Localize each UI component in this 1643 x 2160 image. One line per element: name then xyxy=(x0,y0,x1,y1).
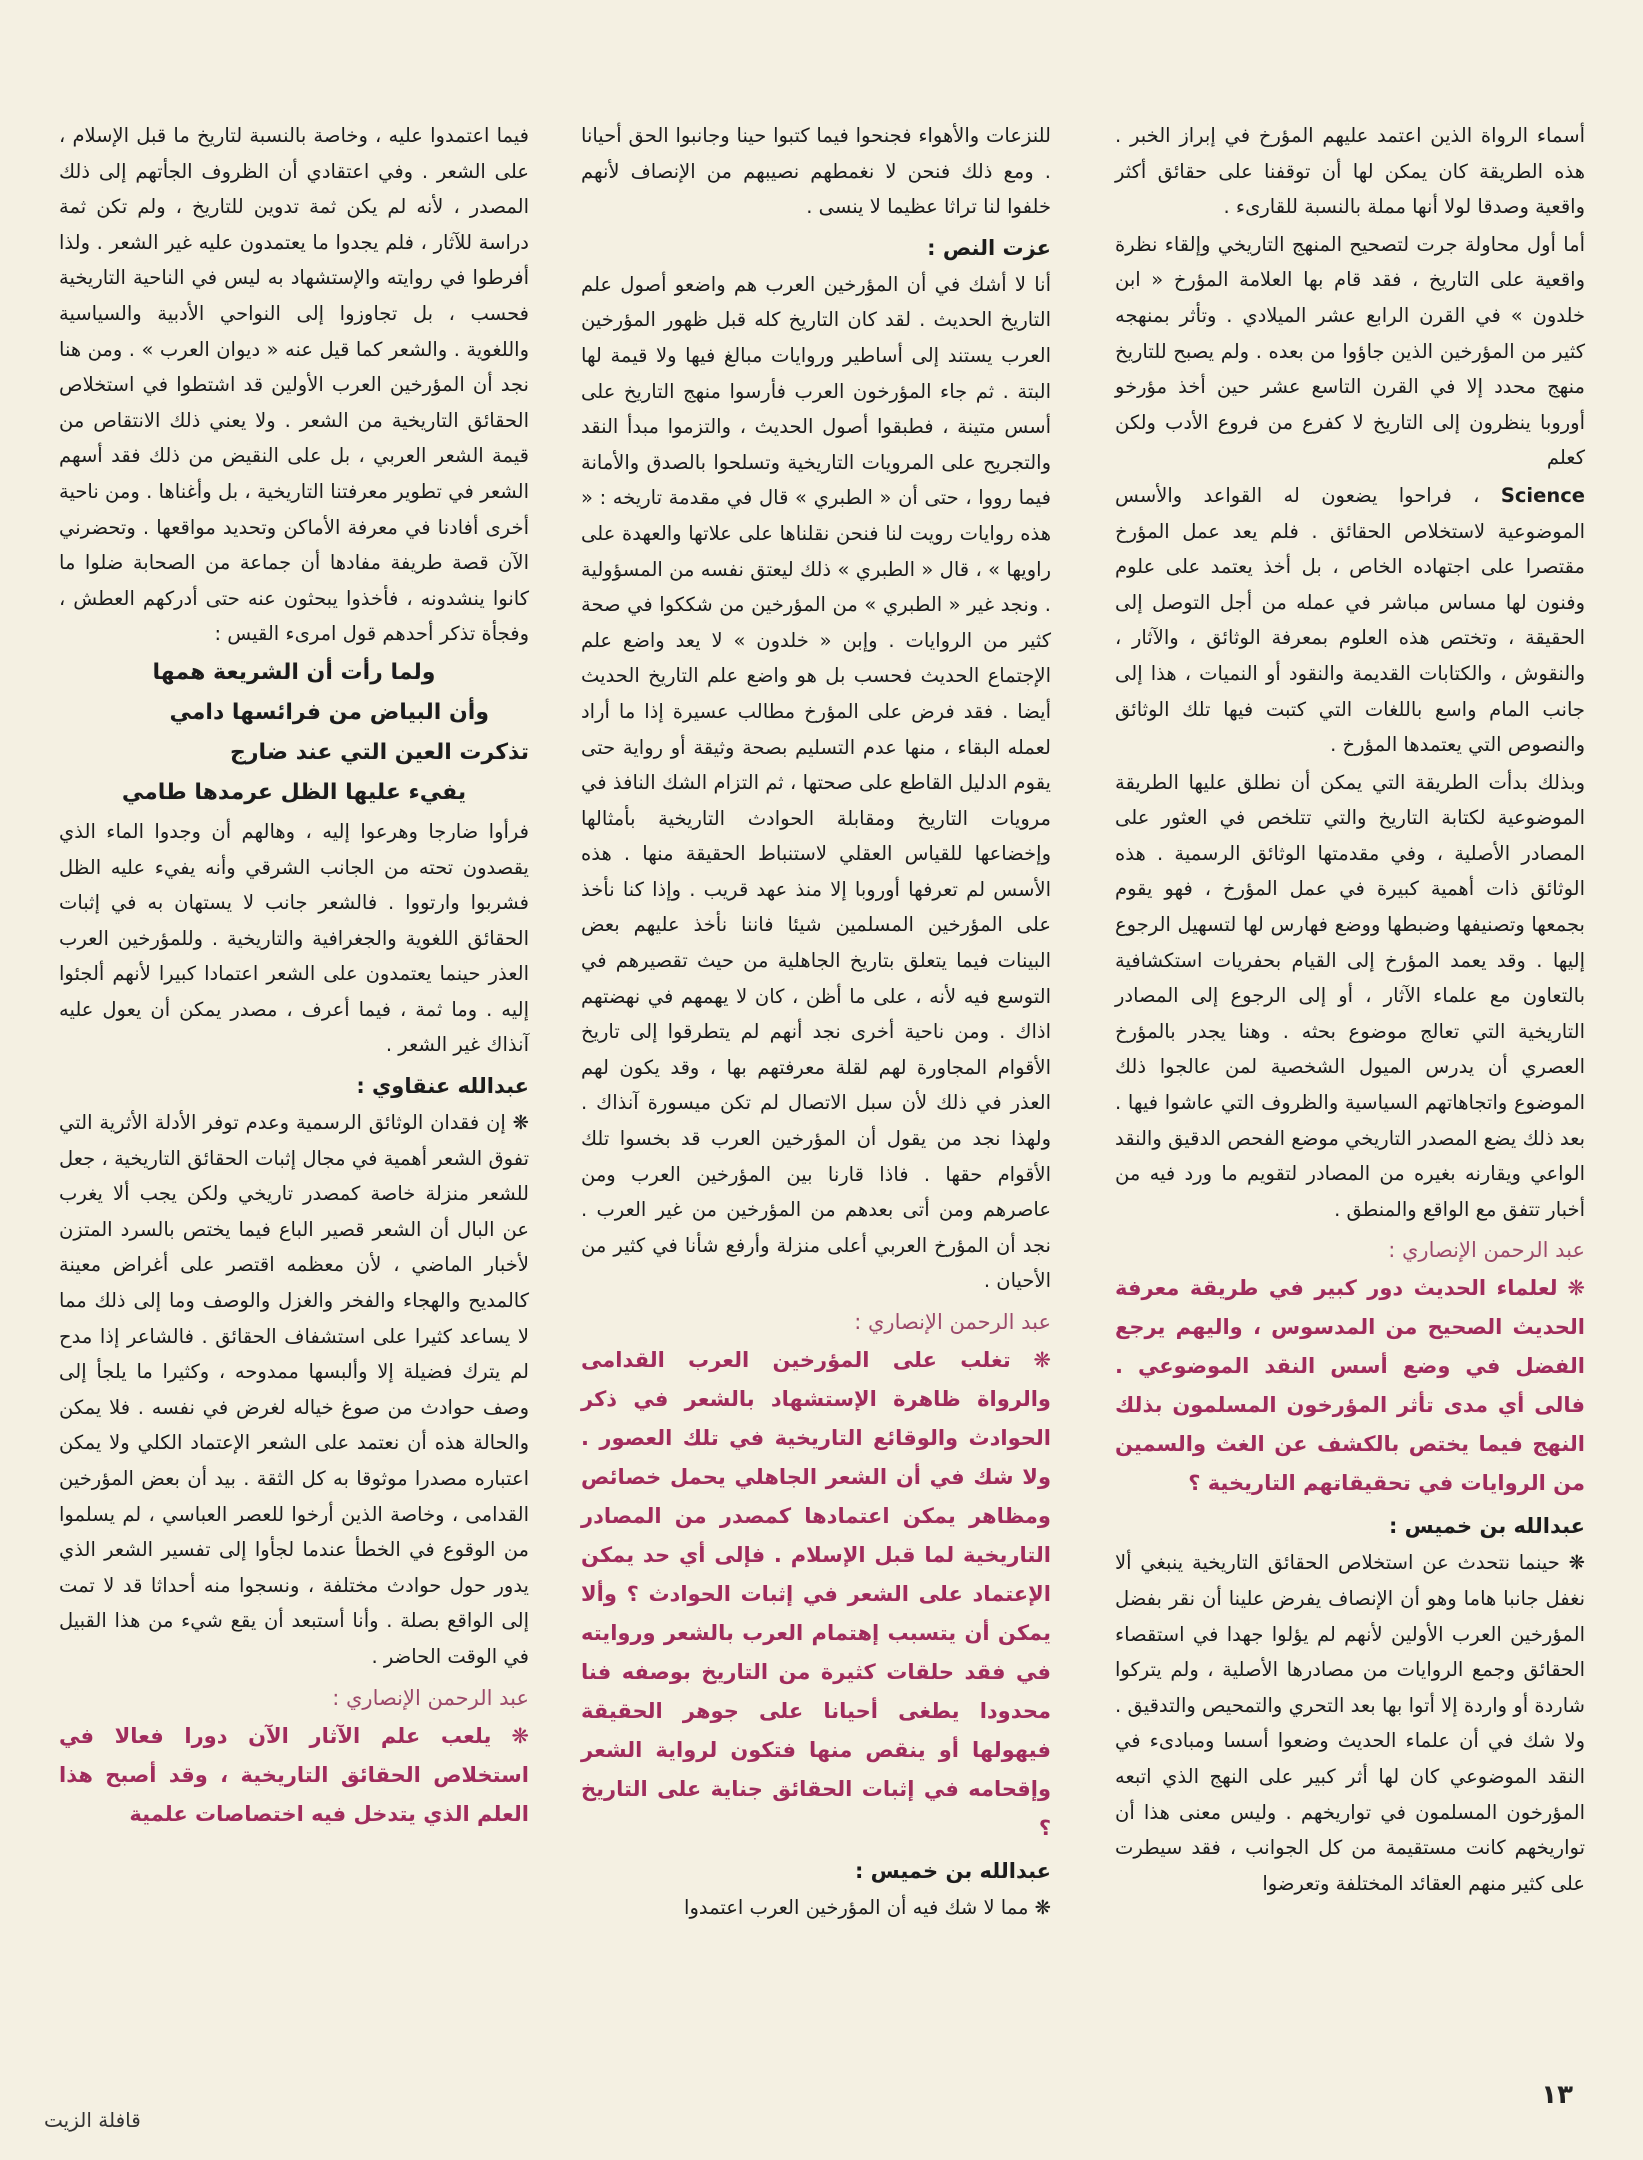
paragraph-text: ، فراحوا يضعون له القواعد والأسس الموضوعية لاستخلاص الحقائق . فلم يعد عمل المؤرخ مقتصرا على اجتهاده الخاص ، بل أخذ يعتمد على علوم وفنون لها مساس مباشر في عمله من أجل التوصل إلى الحقيقة ، وتختص هذه العلوم بمعرفة الوثائق ، والآثار ، والنقوش ، والكتابات القديمة والنقود أو النميات ، هذا إلى جانب المام واسع باللغات التي كتبت فيها تلك الوثائق والنصوص التي يعتمدها المؤرخ . xyxy=(1115,483,1585,757)
speaker-name: عبد الرحمن الإنصاري : xyxy=(854,1310,1051,1334)
paragraph: فرأوا ضارجا وهرعوا إليه ، وهالهم أن وجدوا الماء الذي يقصدون تحته من الجانب الشرقي وأنه يفيء عليه الظل فشربوا وارتووا . فالشعر جانب لا يستهان به في إثبات الحقائق اللغوية والجغرافية والتاريخية . وللمؤرخين العرب العذر حينما يعتمدون على الشعر اعتمادا كبيرا لأنهم ألجئوا إليه . وما ثمة ، فيما أعرف ، مصدر يمكن أن يعول عليه آنذاك غير الشعر . xyxy=(59,819,529,1057)
science-term: Science xyxy=(1500,483,1586,507)
question-text: يلعب علم الآثار الآن دورا فعالا في استخلاص الحقائق التاريخية ، وقد أصبح هذا العلم الذي يتدخل فيه اختصاصات علمية xyxy=(59,1723,529,1826)
paragraph-text: حينما نتحدث عن استخلاص الحقائق التاريخية ينبغي ألا نغفل جانبا هاما وهو أن الإنصاف يفرض علينا أن نقر بفضل المؤرخين العرب الأولين لأنهم لم يؤلوا جهدا في استقصاء الحقائق وجمع الروايات من مصادرها الأصلية ، ولم يتركوا شاردة أو واردة إلا أتوا بها بعد التحري والتمحيص والتدقيق . ولا شك في أن علماء الحديث وضعوا أسسا ومبادىء في النقد الموضوعي كان لها أثر كبير على النهج الذي اتبعه المؤرخون المسلمون في تواريخهم . وليس معنى هذا أن تواريخهم كانت مستقيمة من كل الجوانب ، فقد سيطرت على كثير منهم العقائد المختلفة وتعرضوا xyxy=(1115,1551,1585,1895)
paragraph: ❋ حينما نتحدث عن استخلاص الحقائق التاريخية ينبغي ألا نغفل جانبا هاما وهو أن الإنصاف يفرض علينا أن نقر بفضل المؤرخين العرب الأولين لأنهم لم يؤلوا جهدا في استقصاء الحقائق وجمع الروايات من مصادرها الأصلية ، ولم يتركوا شاردة أو واردة إلا أتوا بها بعد التحري والتمحيص والتدقيق . ولا شك في أن علماء الحديث وضعوا أسسا ومبادىء في النقد الموضوعي كان لها أثر كبير على النهج الذي اتبعه المؤرخون المسلمون في تواريخهم . وليس معنى هذا أن تواريخهم كانت مستقيمة من كل الجوانب ، فقد سيطرت على كثير منهم العقائد المختلفة وتعرضوا xyxy=(1115,1551,1585,1895)
paragraph: فيما اعتمدوا عليه ، وخاصة بالنسبة لتاريخ ما قبل الإسلام ، على الشعر . وفي اعتقادي أن الظروف الجأتهم إلى ذلك المصدر ، لأنه لم يكن ثمة تدوين للتاريخ ، ولم تكن ثمة دراسة للآثار ، فلم يجدوا ما يعتمدون عليه غير الشعر . ولذا أفرطوا في روايته والإستشهاد به ليس في الناحية التاريخية فحسب ، بل تجاوزوا إلى النواحي الأدبية والسياسية واللغوية . والشعر كما قيل عنه « ديوان العرب » . ومن هنا نجد أن المؤرخين العرب الأولين قد اشتطوا في استخلاص الحقائق التاريخية من الشعر . ولا يعني ذلك الانتقاص من قيمة الشعر العربي ، بل على النقيض من ذلك فقد أسهم الشعر في تطوير معرفتنا التاريخية ، بل وأغناها . ومن ناحية أخرى أفادنا في معرفة الأماكن وتحديد مواقعها . وتحضرني الآن قصة طريفة مفادها أن جماعة من الصحابة ضلوا ما كانوا ينشدونه ، فأخذوا يبحثون عنه حتى أدركهم العطش ، وفجأة تذكر أحدهم قول امرىء القيس : xyxy=(59,124,529,646)
magazine-name: قافلة الزيت xyxy=(44,2108,141,2132)
speaker-name: عبد الرحمن الإنصاري : xyxy=(332,1685,529,1710)
speaker-name: عبد الرحمن الإنصاري : xyxy=(1388,1238,1585,1263)
column-middle xyxy=(581,118,1051,1928)
poem-verse: تذكرت العين التي عند ضارج xyxy=(230,739,529,765)
column-left xyxy=(59,118,529,1836)
question: ❋ لعلماء الحديث دور كبير في طريقة معرفة الحديث الصحيح من المدسوس ، واليهم يرجع الفضل في وضع أسس النقد الموضوعي . فالى أي مدى تأثر المؤرخون المسلمون بذلك النهج فيما يختص بالكشف عن الغث والسمين من الروايات في تحقيقاتهم التاريخية ؟ xyxy=(1115,1276,1585,1496)
paragraph: وبذلك بدأت الطريقة التي يمكن أن نطلق عليها الطريقة الموضوعية لكتابة التاريخ والتي تتلخص في العثور على المصادر الأصلية ، وفي مقدمتها الوثائق الرسمية . هذه الوثائق ذات أهمية كبيرة في عمل المؤرخ ، فهو يقوم بجمعها وتصنيفها وضبطها ووضع فهارس لها لتسهيل الرجوع إليها . وقد يعمد المؤرخ إلى القيام بحفريات استكشافية بالتعاون مع علماء الآثار ، أو إلى الرجوع إلى المصادر التاريخية التي تعالج موضوع بحثه . وهنا يجدر بالمؤرخ العصري أن يدرس الميول الشخصية لمن عالجوا ذلك الموضوع واتجاهاتهم السياسية والظروف التي عاشوا فيها . بعد ذلك يضع المصدر التاريخي موضع الفحص الدقيق والنقد الواعي ويقارنه بغيره من المصادر لتقويم ما ورد فيه من أخبار تتفق مع الواقع والمنطق . xyxy=(1115,770,1585,1221)
page-number: ١٣ xyxy=(1541,2080,1573,2110)
paragraph-text: إن فقدان الوثائق الرسمية وعدم توفر الأدلة الأثرية التي تفوق الشعر أهمية في مجال إثبات الحقائق التاريخية ، جعل للشعر منزلة خاصة كمصدر تاريخي ولكن يجب ألا يغرب عن البال أن الشعر قصير الباع فيما يختص بالسرد المتزن لأخبار الماضي ، لأن معظمه اقتصر على أغراض معينة كالمديح والهجاء والفخر والغزل والوصف وما إلى ذلك مما لا يساعد كثيرا على استشفاف الحقائق . فالشاعر إذا مدح لم يترك فضيلة إلا وألبسها ممدوحه ، وكثيرا ما يلجأ إلى وصف حوادث من صوغ خياله لغرض في نفسه . فلا يمكن والحالة هذه أن نعتمد على الشعر الإعتماد الكلي ولا يمكن اعتباره مصدرا موثوقا به كل الثقة . بيد أن بعض المؤرخين القدامى ، وخاصة الذين أرخوا للعصر العباسي ، لم يسلموا من الوقوع في الخطأ عندما لجأوا إلى تفسير الشعر الذي يدور حول حوادث مختلفة ، ونسجوا منه أحداثا قد لا تمت إلى الواقع بصلة . وأنا أستبعد أن يقع شيء من هذا القبيل في الوقت الحاضر . xyxy=(59,1111,529,1668)
poem-verse: ولما رأت أن الشريعة همها xyxy=(152,659,436,685)
question: ❋ تغلب على المؤرخين العرب القدامى والرواة ظاهرة الإستشهاد بالشعر في ذكر الحوادث والوقائع التاريخية في تلك العصور . ولا شك في أن الشعر الجاهلي يحمل خصائص ومظاهر يمكن اعتمادها كمصدر من المصادر التاريخية لما قبل الإسلام . فإلى أي حد يمكن الإعتماد على الشعر في إثبات الحوادث ؟ وألا يمكن أن يتسبب إهتمام العرب بالشعر وروايته في فقد حلقات كثيرة من التاريخ بوصفه فنا محدودا يطغى أحيانا على جوهر الحقيقة فيهولها أو ينقص منها فتكون لرواية الشعر وإقحامه في إثبات الحقائق جناية على التاريخ ؟ xyxy=(581,1348,1051,1840)
poem-verse: وأن البياض من فرائسها دامي xyxy=(169,699,489,725)
paragraph: للنزعات والأهواء فجنحوا فيما كتبوا حينا وجانبوا الحق أحيانا . ومع ذلك فنحن لا نغمطهم نصيبهم من الإنصاف لأنهم خلفوا لنا تراثا عظيما لا ينسى . xyxy=(581,124,1051,219)
paragraph: ❋ مما لا شك فيه أن المؤرخين العرب اعتمدوا xyxy=(684,1896,1051,1919)
paragraph: أنا لا أشك في أن المؤرخين العرب هم واضعو أصول علم التاريخ الحديث . لقد كان التاريخ كله قبل ظهور المؤرخين العرب يستند إلى أساطير وروايات مبالغ فيها ولا قيمة لها البتة . ثم جاء المؤرخون العرب فأرسوا منهج التاريخ على أسس متينة ، فطبقوا أصول الحديث ، والتزموا مبدأ النقد والتجريح على المرويات التاريخية وتسلحوا بالصدق والأمانة فيما رووا ، حتى أن « الطبري » قال في مقدمة تاريخه : « هذه روايات رويت لنا فنحن نقلناها على علاتها والعهدة على راويها » ، قال « الطبري » ذلك ليعتق نفسه من المسؤولية . ونجد غير « الطبري » من المؤرخين من شككوا في صحة كثير من الروايات . وإبن « خلدون » لا يعد واضع علم الإجتماع الحديث فحسب بل هو واضع علم التاريخ الحديث أيضا . فقد فرض على المؤرخ مطالب عسيرة إذا ما أراد لعمله البقاء ، منها عدم التسليم بصحة وثيقة أو رواية حتى يقوم الدليل القاطع على صحتها ، ثم التزام الشك النافذ في مرويات التاريخ ومقابلة الحوادث التاريخية بأمثالها وإخضاعها للقياس العقلي لاستنباط الحقيقة منها . هذه الأسس لم تعرفها أوروبا إلا منذ عهد قريب . وإذا كنا نأخذ على المؤرخين المسلمين شيئا فاننا نأخذ عليهم بعض البينات فيما يتعلق بتاريخ الجاهلية من حيث تقصيرهم في التوسع فيه لأنه ، على ما أظن ، كان لا يهمهم في نهضتهم اذاك . ومن ناحية أخرى نجد أنهم لم يتطرقوا إلى تاريخ الأقوام المجاورة لهم لقلة معرفتهم بها ، وقد يكون لهم العذر في ذلك لأن سبل الاتصال لم تكن ميسورة آنذاك . ولهذا نجد من يقول أن المؤرخين العرب قد بخسوا تلك الأقوام حقها . فاذا قارنا بين المؤرخين العرب ومن عاصرهم ومن أتى بعدهم من المؤرخين من غير العرب . نجد أن المؤرخ العربي أعلى منزلة وأرفع شأنا في كثير من الأحيان . xyxy=(581,272,1051,1293)
speaker-name: عبدالله بن خميس : xyxy=(1388,1514,1585,1539)
question-text: لعلماء الحديث دور كبير في طريقة معرفة الحديث الصحيح من المدسوس ، واليهم يرجع الفضل في وضع أسس النقد الموضوعي . فالى أي مدى تأثر المؤرخون المسلمون بذلك النهج فيما يختص بالكشف عن الغث والسمين من الروايات في تحقيقاتهم التاريخية ؟ xyxy=(1115,1276,1585,1496)
speaker-name: عزت النص : xyxy=(927,235,1051,260)
question-text: تغلب على المؤرخين العرب القدامى والرواة ظاهرة الإستشهاد بالشعر في ذكر الحوادث والوقائع التاريخية في تلك العصور . ولا شك في أن الشعر الجاهلي يحمل خصائص ومظاهر يمكن اعتمادها كمصدر من المصادر التاريخية لما قبل الإسلام . فإلى أي حد يمكن الإعتماد على الشعر في إثبات الحوادث ؟ وألا يمكن أن يتسبب إهتمام العرب بالشعر وروايته في فقد حلقات كثيرة من التاريخ بوصفه فنا محدودا يطغى أحيانا على جوهر الحقيقة فيهولها أو ينقص منها فتكون لرواية الشعر وإقحامه في إثبات الحقائق جناية على التاريخ ؟ xyxy=(581,1348,1051,1840)
paragraph: ❋ إن فقدان الوثائق الرسمية وعدم توفر الأدلة الأثرية التي تفوق الشعر أهمية في مجال إثبات الحقائق التاريخية ، جعل للشعر منزلة خاصة كمصدر تاريخي ولكن يجب ألا يغرب عن البال أن الشعر قصير الباع فيما يختص بالسرد المتزن لأخبار الماضي ، لأن معظمه اقتصر على أغراض معينة كالمديح والهجاء والفخر والغزل والوصف وما إلى ذلك مما لا يساعد كثيرا على استشفاف الحقائق . فالشاعر إذا مدح لم يترك فضيلة إلا وألبسها ممدوحه ، وكثيرا ما يلجأ إلى وصف حوادث من صوغ خياله لغرض في نفسه . فلا يمكن والحالة هذه أن نعتمد على الشعر الإعتماد الكلي ولا يمكن اعتباره مصدرا موثوقا به كل الثقة . بيد أن بعض المؤرخين القدامى ، وخاصة الذين أرخوا للعصر العباسي ، لم يسلموا من الوقوع في الخطأ عندما لجأوا إلى تفسير الشعر الذي يدور حول حوادث مختلفة ، ونسجوا منه أحداثا قد لا تمت إلى الواقع بصلة . وأنا أستبعد أن يقع شيء من هذا القبيل في الوقت الحاضر . xyxy=(59,1111,529,1668)
speaker-name: عبدالله بن خميس : xyxy=(854,1859,1051,1883)
question: ❋ يلعب علم الآثار الآن دورا فعالا في استخلاص الحقائق التاريخية ، وقد أصبح هذا العلم الذي يتدخل فيه اختصاصات علمية xyxy=(59,1723,529,1826)
paragraph-text: مما لا شك فيه أن المؤرخين العرب اعتمدوا xyxy=(684,1896,1029,1919)
poem-verse: يفيء عليها الظل عرمدها طامي xyxy=(121,779,467,805)
paragraph: أما أول محاولة جرت لتصحيح المنهج التاريخي وإلقاء نظرة واقعية على التاريخ ، فقد قام بها العلامة المؤرخ « ابن خلدون » في القرن الرابع عشر الميلادي . وتأثر بمنهجه كثير من المؤرخين الذين جاؤوا من بعده . ولم يصبح للتاريخ منهج محدد إلا في القرن التاسع عشر حين أخذ مؤرخو أوروبا ينظرون إلى التاريخ لا كفرع من فروع الأدب ولكن كعلم xyxy=(1115,232,1585,470)
paragraph xyxy=(1115,478,1585,763)
paragraph: أسماء الرواة الذين اعتمد عليهم المؤرخ في إبراز الخبر . هذه الطريقة كان يمكن لها أن توقفنا على حقائق أكثر واقعية وصدقا لولا أنها مملة بالنسبة للقارىء . xyxy=(1115,124,1585,219)
speaker-name: عبدالله عنقاوي : xyxy=(356,1074,529,1099)
column-right xyxy=(1115,118,1585,1903)
